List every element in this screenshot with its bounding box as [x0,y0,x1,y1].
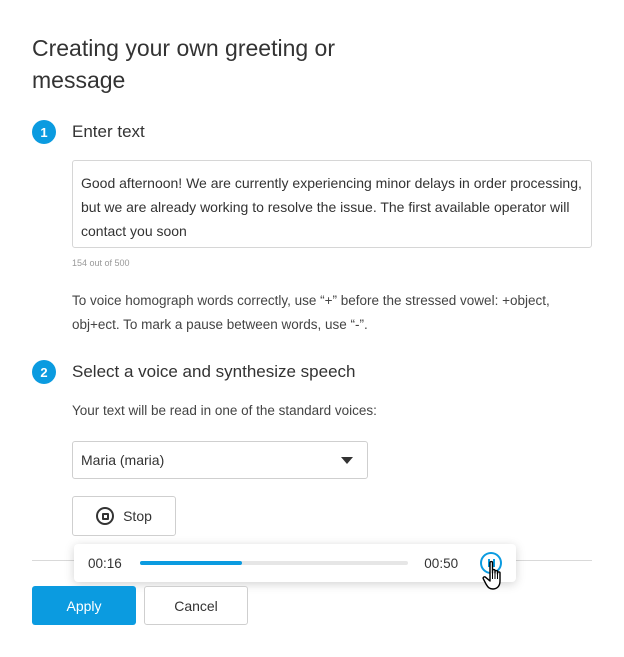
stop-button-label: Stop [123,508,152,524]
current-time: 00:16 [88,555,122,571]
message-text-input[interactable]: Good afternoon! We are currently experiencing minor delays in order processing, but we are already working to resolve the issue. The first available operator will contact you soon [72,160,592,248]
total-time: 00:50 [424,555,459,571]
stop-button[interactable] [72,496,176,536]
voice-select[interactable] [72,441,368,479]
audio-player [74,544,516,582]
cancel-button[interactable]: Cancel [144,586,248,625]
step-select-voice [32,360,356,384]
step-label: Select a voice and synthesize speech [72,362,356,381]
step-enter-text [32,120,145,144]
step-number-badge: 2 [32,360,56,384]
character-counter: 154 out of 500 [72,258,130,268]
caret-down-icon [341,457,353,464]
stop-icon [96,507,114,525]
progress-bar[interactable] [140,561,409,565]
hand-pointer-icon [482,560,508,592]
homograph-hint: To voice homograph words correctly, use “+” before the stressed vowel: +object, obj+ect. To mark a pause between words, use “-”. [72,293,550,332]
voice-select-value: Maria (maria) [81,452,165,468]
progress-fill [140,561,242,565]
voice-hint: Your text will be read in one of the standard voices: [72,403,377,418]
step-label: Enter text [72,122,145,141]
page-title: Creating your own greeting or message [32,35,335,93]
step-number-badge: 1 [32,120,56,144]
apply-button[interactable]: Apply [32,586,136,625]
